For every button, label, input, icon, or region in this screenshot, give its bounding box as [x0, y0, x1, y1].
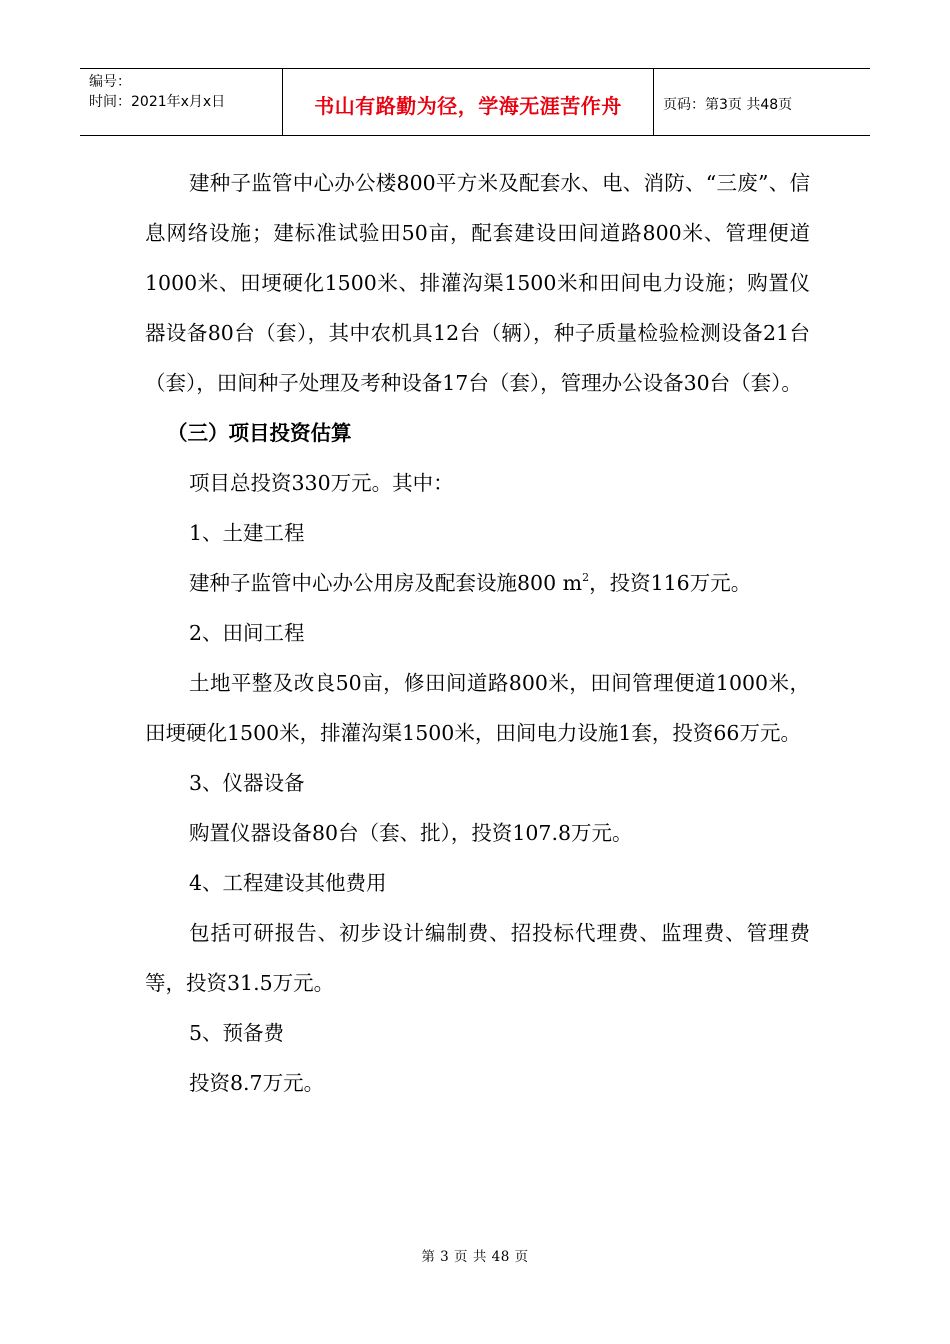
civil-works-text-a: 建种子监管中心办公用房及配套设施800 m — [189, 571, 583, 595]
civil-works-text-b: ，投资116万元。 — [589, 571, 752, 595]
header-meta — [80, 69, 282, 135]
page-header — [80, 68, 870, 136]
document-time: 时间：2021年x月x日 — [89, 94, 226, 110]
paragraph-construction-scope: 建种子监管中心办公楼800平方米及配套水、电、消防、“三废”、信息网络设施；建标准试验田50亩，配套建设田间道路800米、管理便道1000米、田埂硬化1500米、排灌沟渠1500米和田间电力设施；购置仪器设备80台（套），其中农机具12台（辆），种子质量检验检测设备21台（套），田间种子处理及考种设备17台（套），管理办公设备30台（套）。 — [145, 171, 810, 395]
header-page-info: 页码：第3页 共48页 — [663, 97, 793, 113]
item-text-other-costs: 包括可研报告、初步设计编制费、招投标代理费、监理费、管理费等，投资31.5万元。 — [145, 921, 810, 995]
page-footer: 第 3 页 共 48 页 — [421, 1249, 529, 1265]
item-heading-other-costs: 4、工程建设其他费用 — [189, 871, 387, 895]
square-superscript: 2 — [582, 571, 590, 584]
document-body — [145, 158, 810, 1108]
item-heading-field-works: 2、田间工程 — [189, 621, 305, 645]
header-motto: 书山有路勤为径，学海无涯苦作舟 — [282, 69, 654, 135]
item-heading-equipment: 3、仪器设备 — [189, 771, 305, 795]
document-number-label: 编号： — [89, 74, 131, 90]
paragraph-total-investment: 项目总投资330万元。其中： — [189, 471, 454, 495]
item-text-reserve: 投资8.7万元。 — [189, 1071, 325, 1095]
item-text-field-works: 土地平整及改良50亩，修田间道路800米，田间管理便道1000米，田埂硬化1500米，排灌沟渠1500米，田间电力设施1套，投资66万元。 — [145, 671, 810, 745]
item-heading-civil-works: 1、土建工程 — [189, 521, 305, 545]
item-heading-reserve: 5、预备费 — [189, 1021, 285, 1045]
section-heading-investment: （三）项目投资估算 — [167, 421, 352, 445]
item-text-civil-works — [145, 558, 810, 608]
item-text-equipment: 购置仪器设备80台（套、批），投资107.8万元。 — [189, 821, 633, 845]
